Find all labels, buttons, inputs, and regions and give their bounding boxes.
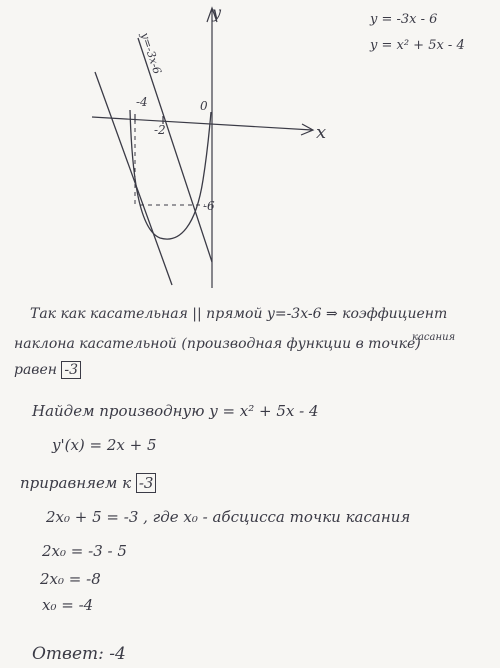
y-axis-label: y (212, 3, 222, 22)
parabola (130, 110, 211, 239)
text-line-7: 2x₀ + 5 = -3 , где x₀ - абсцисса точки касания (46, 508, 411, 526)
tick-label-origin: 0 (200, 99, 208, 113)
tick-label-neg4: -4 (136, 95, 148, 109)
text-line-2-superscript: касания (412, 332, 456, 343)
tick-label-neg2: -2 (154, 123, 166, 137)
text-line-8: 2x₀ = -3 - 5 (42, 542, 127, 560)
answer: Ответ: -4 (32, 644, 126, 664)
tick-label-neg6: -6 (203, 199, 215, 213)
text-line-10: x₀ = -4 (42, 596, 94, 614)
line-label: y=-3x-6 (138, 30, 164, 76)
text-line-3 (14, 362, 81, 378)
text-line-6-prefix: приравняем к (20, 474, 132, 492)
text-line-9: 2x₀ = -8 (40, 570, 101, 588)
equation-line: y = -3x - 6 (370, 12, 438, 27)
text-line-5: y'(x) = 2x + 5 (52, 436, 157, 454)
text-line-1: Так как касательная || прямой y=-3x-6 ⇒ коэффициент (30, 306, 448, 322)
boxed-value-neg3-2: -3 (136, 473, 157, 493)
text-line-3-prefix: равен (14, 362, 57, 378)
text-line-2: наклона касательной (производная функции в точке) (14, 336, 421, 352)
x-axis (92, 117, 312, 130)
boxed-value-neg3: -3 (61, 361, 81, 379)
x-axis-label: x (316, 122, 327, 143)
equation-parabola: y = x² + 5x - 4 (370, 38, 465, 53)
text-line-4: Найдем производную y = x² + 5x - 4 (32, 402, 319, 420)
text-line-6 (20, 474, 156, 492)
